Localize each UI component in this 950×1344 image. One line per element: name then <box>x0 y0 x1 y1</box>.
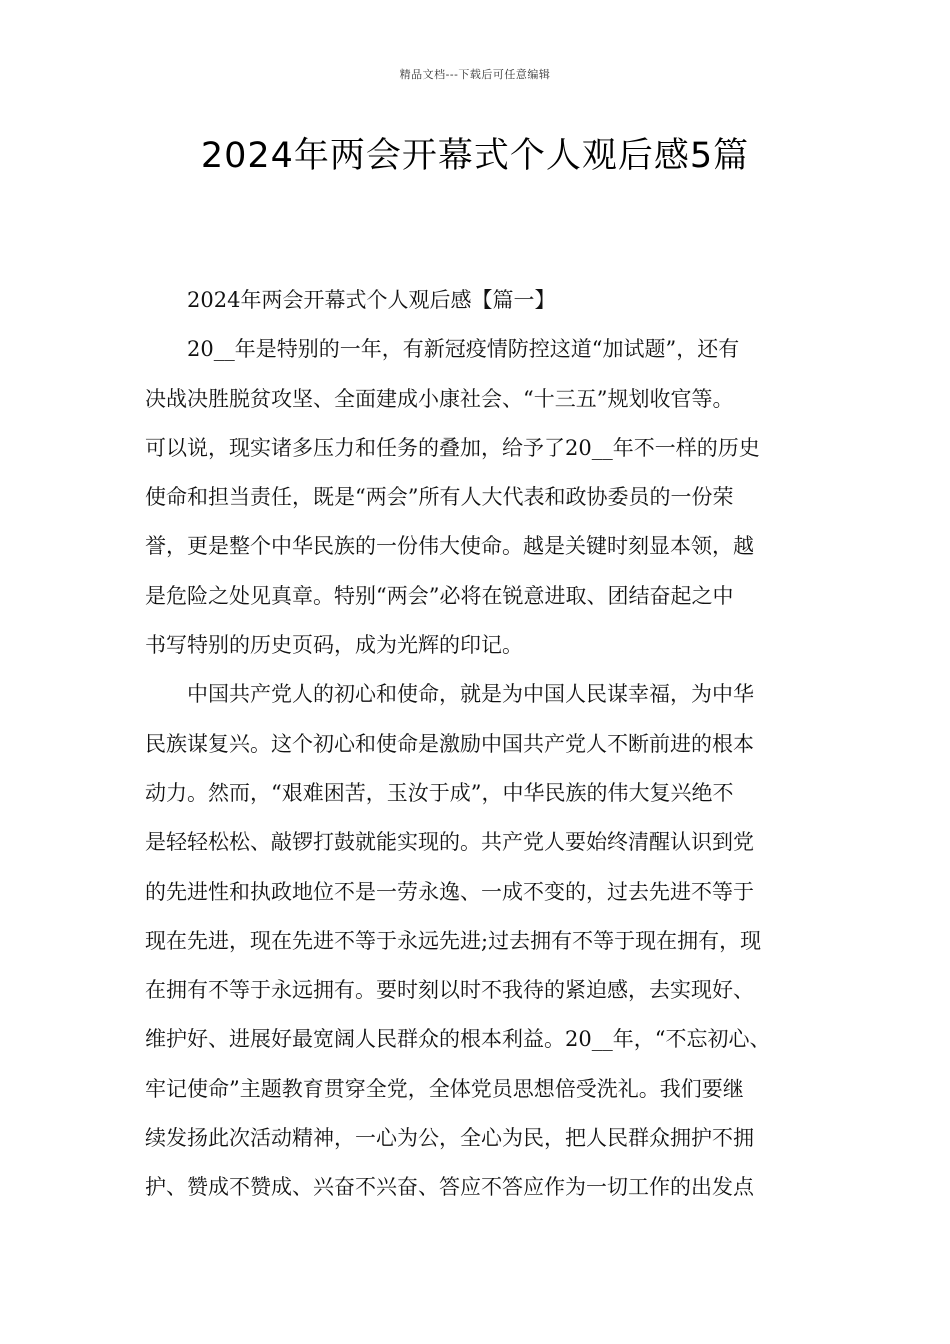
paragraph-1-line: 可以说，现实诸多压力和任务的叠加，给予了20__年不一样的历史 <box>145 435 760 460</box>
paragraph-1-line: 是危险之处见真章。特别“两会”必将在锐意进取、团结奋起之中 <box>145 583 734 608</box>
paragraph-2-line: 现在先进，现在先进不等于永远先进;过去拥有不等于现在拥有，现 <box>145 928 762 953</box>
paragraph-2-line: 中国共产党人的初心和使命，就是为中国人民谋幸福，为中华 <box>187 682 754 707</box>
paragraph-2-line: 护、赞成不赞成、兴奋不兴奋、答应不答应作为一切工作的出发点 <box>145 1175 754 1200</box>
paragraph-2-line: 是轻轻松松、敲锣打鼓就能实现的。共产党人要始终清醒认识到党 <box>145 830 754 855</box>
paragraph-1-line: 誉，更是整个中华民族的一份伟大使命。越是关键时刻显本领，越 <box>145 534 754 559</box>
paragraph-2-line: 在拥有不等于永远拥有。要时刻以时不我待的紧迫感，去实现好、 <box>145 978 754 1003</box>
paragraph-2-line: 的先进性和执政地位不是一劳永逸、一成不变的，过去先进不等于 <box>145 879 754 904</box>
paragraph-2-line: 动力。然而，“艰难困苦，玉汝于成”，中华民族的伟大复兴绝不 <box>145 780 734 805</box>
paragraph-2-line: 民族谋复兴。这个初心和使命是激励中国共产党人不断前进的根本 <box>145 731 754 756</box>
paragraph-1-line: 书写特别的历史页码，成为光辉的印记。 <box>145 633 523 658</box>
section-heading: 2024年两会开幕式个人观后感【篇一】 <box>187 288 556 312</box>
paragraph-2-line: 续发扬此次活动精神，一心为公，全心为民，把人民群众拥护不拥 <box>145 1126 754 1151</box>
header-note: 精品文档---下载后可任意编辑 <box>399 68 551 81</box>
paragraph-1-line: 使命和担当责任，既是“两会”所有人大代表和政协委员的一份荣 <box>145 485 734 510</box>
paragraph-1-line: 20__年是特别的一年，有新冠疫情防控这道“加试题”，还有 <box>187 337 740 362</box>
paragraph-2-line: 维护好、进展好最宽阔人民群众的根本利益。20__年，“不忘初心、 <box>145 1027 771 1052</box>
document-body <box>145 282 810 1219</box>
document-title: 2024年两会开幕式个人观后感5篇 <box>200 136 750 176</box>
paragraph-2-line: 牢记使命”主题教育贯穿全党，全体党员思想倍受洗礼。我们要继 <box>145 1076 744 1101</box>
paragraph-1-line: 决战决胜脱贫攻坚、全面建成小康社会、“十三五”规划收官等。 <box>145 386 734 411</box>
